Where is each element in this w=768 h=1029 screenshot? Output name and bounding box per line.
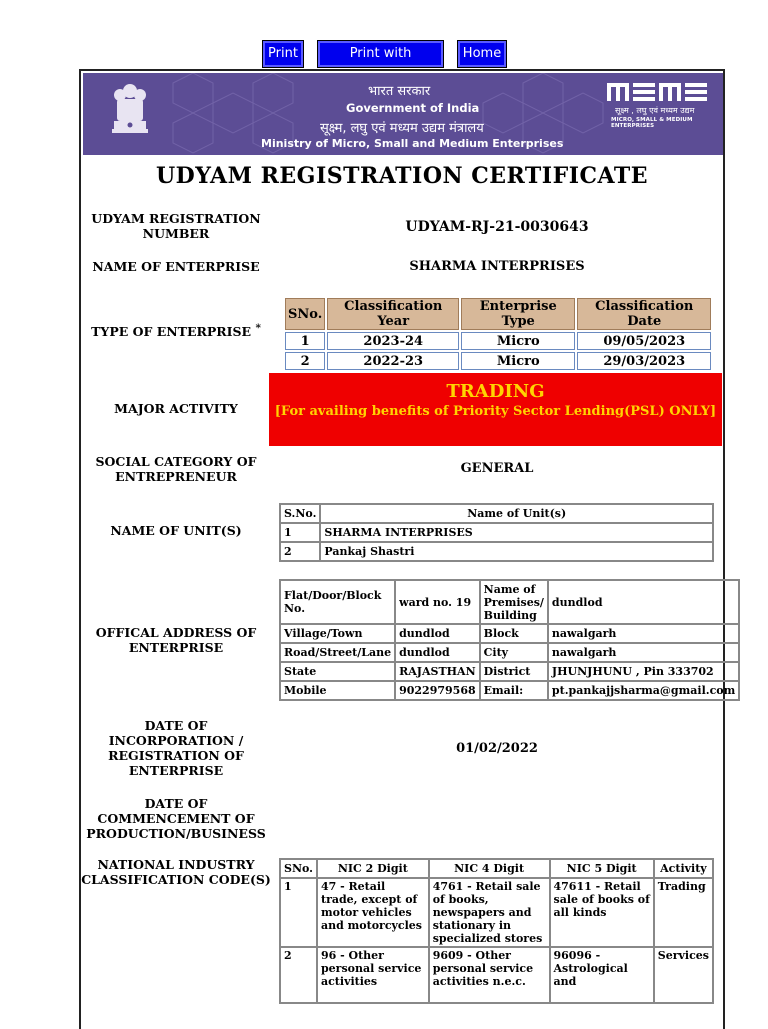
col-header-activity: Activity — [654, 859, 713, 878]
table-row — [280, 681, 739, 700]
mobile-value: 9022979568 — [395, 681, 480, 700]
enterprise-name-label: NAME OF ENTERPRISE — [92, 259, 260, 274]
table-row — [285, 352, 711, 370]
table-row — [280, 878, 713, 947]
table-row — [280, 643, 739, 662]
table-row — [285, 332, 711, 350]
certificate-title: UDYAM REGISTRATION CERTIFICATE — [155, 163, 649, 189]
major-activity-box — [269, 373, 722, 446]
units-label: NAME OF UNIT(S) — [110, 523, 242, 538]
address-table — [279, 579, 740, 701]
email-value: pt.pankajjsharma@gmail.com — [548, 681, 739, 700]
cell: 1 — [280, 523, 320, 542]
cell: 47 - Retail trade, except of motor vehicles and motorcycles — [317, 878, 429, 947]
cell: 2 — [280, 542, 320, 561]
village-value: dundlod — [395, 624, 480, 643]
col-header-nic5: NIC 5 Digit — [550, 859, 654, 878]
district-label: District — [480, 662, 548, 681]
enterprise-type-label: TYPE OF ENTERPRISE * — [91, 322, 261, 340]
col-header-nic2: NIC 2 Digit — [317, 859, 429, 878]
cell: 2 — [280, 947, 317, 1003]
home-button[interactable]: Home — [457, 40, 507, 68]
table-row — [280, 662, 739, 681]
social-category-value: GENERAL — [460, 461, 534, 476]
major-activity-value: TRADING — [446, 381, 545, 402]
msme-logo-icon — [607, 81, 707, 103]
registration-number-value: UDYAM-RJ-21-0030643 — [405, 219, 589, 235]
units-table — [279, 503, 714, 562]
cell: 2023-24 — [327, 332, 459, 350]
cell: 1 — [285, 332, 325, 350]
table-row — [280, 624, 739, 643]
address-label: OFFICAL ADDRESS OF ENTERPRISE — [95, 625, 257, 655]
mobile-label: Mobile — [280, 681, 395, 700]
flat-value: ward no. 19 — [395, 580, 480, 624]
msme-hindi-text: सूक्ष्म , लघु एवं मध्यम उद्यम — [615, 106, 695, 115]
cell: 2 — [285, 352, 325, 370]
cell: 09/05/2023 — [577, 332, 711, 350]
incorporation-label: DATE OF INCORPORATION / REGISTRATION OF ENTERPRISE — [108, 718, 244, 778]
national-emblem-icon — [108, 81, 152, 145]
cell: 1 — [280, 878, 317, 947]
print-with-annexure-button[interactable]: Print with — [317, 40, 444, 68]
certificate — [79, 69, 736, 1029]
col-header-sno: S.No. — [280, 504, 320, 523]
hindi-government-text: भारत सरकार — [368, 84, 431, 99]
col-header-enterprise-type: Enterprise Type — [461, 298, 575, 330]
social-category-label: SOCIAL CATEGORY OF ENTREPRENEUR — [95, 454, 257, 484]
city-label: City — [480, 643, 548, 662]
commencement-label: DATE OF COMMENCEMENT OF PRODUCTION/BUSINESS — [86, 796, 266, 841]
nic-header-row — [280, 859, 713, 878]
cell: Trading — [654, 878, 713, 947]
col-header-nic4: NIC 4 Digit — [429, 859, 550, 878]
table-row — [280, 542, 713, 561]
psl-note: [For availing benefits of Priority Sector Lending(PSL) ONLY] — [274, 404, 717, 419]
govt-banner — [83, 73, 723, 155]
col-header-unit-name: Name of Unit(s) — [320, 504, 713, 523]
classification-table — [283, 296, 713, 372]
block-label: Block — [480, 624, 548, 643]
cell: 96 - Other personal service activities — [317, 947, 429, 1003]
nic-label: NATIONAL INDUSTRY CLASSIFICATION CODE(S) — [81, 857, 271, 887]
city-value: nawalgarh — [548, 643, 739, 662]
toolbar — [0, 40, 768, 70]
hindi-ministry-text: सूक्ष्म, लघु एवं मध्यम उद्यम मंत्रालय — [320, 121, 484, 136]
nic-table — [279, 858, 714, 1004]
print-button[interactable]: Print — [262, 40, 304, 68]
col-header-classification-date: Classification Date — [577, 298, 711, 330]
cell: 9609 - Other personal service activities n.e.c. — [429, 947, 550, 1003]
ministry-text: Ministry of Micro, Small and Medium Enterprises — [261, 137, 564, 150]
cell: Micro — [461, 352, 575, 370]
cell: Services — [654, 947, 713, 1003]
cell: SHARMA INTERPRISES — [320, 523, 713, 542]
major-activity-label: MAJOR ACTIVITY — [114, 401, 238, 416]
enterprise-name-value: SHARMA INTERPRISES — [409, 259, 585, 274]
col-header-sno: SNo. — [285, 298, 325, 330]
email-label: Email: — [480, 681, 548, 700]
flat-label: Flat/Door/Block No. — [280, 580, 395, 624]
table-row — [280, 580, 739, 624]
col-header-classification-year: Classification Year — [327, 298, 459, 330]
village-label: Village/Town — [280, 624, 395, 643]
units-header-row — [280, 504, 713, 523]
classification-header-row — [285, 298, 711, 330]
block-value: nawalgarh — [548, 624, 739, 643]
cell: Pankaj Shastri — [320, 542, 713, 561]
cell: 47611 - Retail sale of books of all kinds — [550, 878, 654, 947]
cell: Micro — [461, 332, 575, 350]
government-of-india-text: Government of India — [346, 101, 480, 115]
district-value: JHUNJHUNU , Pin 333702 — [548, 662, 739, 681]
cell: 2022-23 — [327, 352, 459, 370]
col-header-sno: SNo. — [280, 859, 317, 878]
road-value: dundlod — [395, 643, 480, 662]
incorporation-value: 01/02/2022 — [456, 741, 538, 756]
premises-label: Name of Premises/ Building — [480, 580, 548, 624]
premises-value: dundlod — [548, 580, 739, 624]
table-row — [280, 523, 713, 542]
registration-number-label: UDYAM REGISTRATION NUMBER — [91, 211, 261, 241]
state-value: RAJASTHAN — [395, 662, 480, 681]
cell: 96096 - Astrological and — [550, 947, 654, 1003]
road-label: Road/Street/Lane — [280, 643, 395, 662]
cell: 29/03/2023 — [577, 352, 711, 370]
msme-english-text: MICRO, SMALL & MEDIUM ENTERPRISES — [611, 117, 693, 129]
required-asterisk: * — [255, 322, 261, 334]
cell: 4761 - Retail sale of books, newspapers and stationary in specialized stores — [429, 878, 550, 947]
state-label: State — [280, 662, 395, 681]
table-row — [280, 947, 713, 1003]
